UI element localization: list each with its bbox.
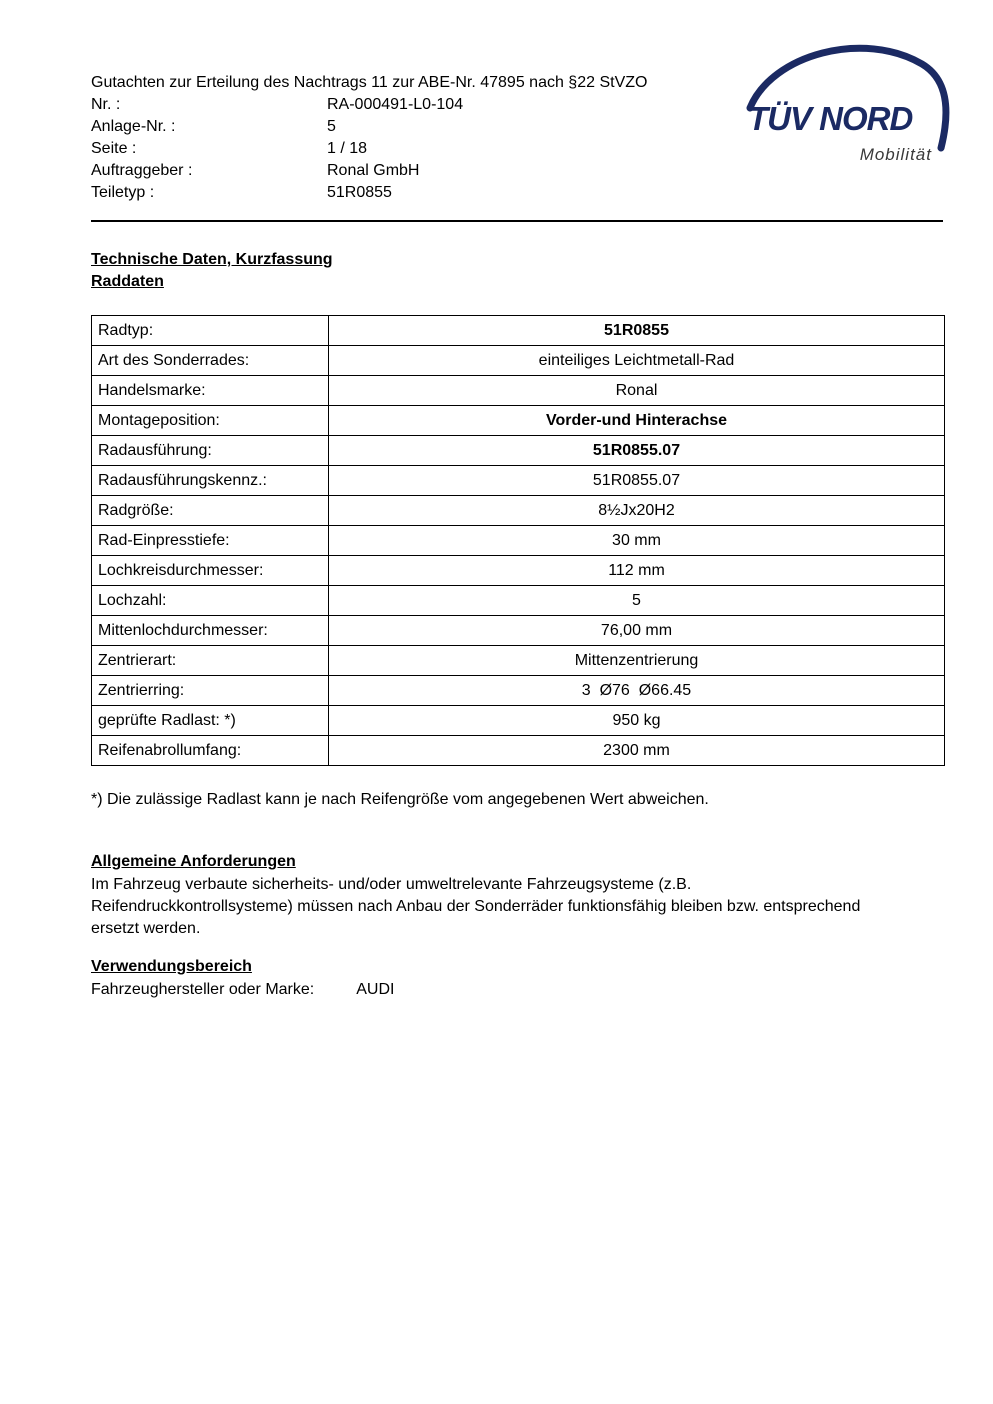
table-row xyxy=(92,316,945,346)
table-row xyxy=(92,556,945,586)
raddaten-table xyxy=(91,315,945,766)
row-value: 51R0855 xyxy=(329,316,945,346)
row-label: Radtyp: xyxy=(92,316,329,346)
row-value: 30 mm xyxy=(329,526,945,556)
row-value: 8½Jx20H2 xyxy=(329,496,945,526)
field-label: Nr. : xyxy=(91,96,121,113)
row-value: einteiliges Leichtmetall-Rad xyxy=(329,346,945,376)
header-field-anlage xyxy=(91,116,647,138)
row-label: Reifenabrollumfang: xyxy=(92,736,329,766)
row-value: 950 kg xyxy=(329,706,945,736)
row-value: 51R0855.07 xyxy=(329,466,945,496)
table-row xyxy=(92,466,945,496)
table-row xyxy=(92,406,945,436)
header-divider xyxy=(91,220,943,222)
tuev-nord-logo xyxy=(742,38,960,170)
row-label: Lochzahl: xyxy=(92,586,329,616)
field-value: Ronal GmbH xyxy=(327,162,420,179)
row-value: 51R0855.07 xyxy=(329,436,945,466)
table-row xyxy=(92,436,945,466)
row-label: geprüfte Radlast: *) xyxy=(92,706,329,736)
row-label: Radausführung: xyxy=(92,436,329,466)
row-value: 3 Ø76 Ø66.45 xyxy=(329,676,945,706)
general-requirements-body: Im Fahrzeug verbaute sicherheits- und/oder umweltrelevante Fahrzeugsysteme (z.B. Reifendruckkontrollsysteme) müssen nach Anbau der Sonderräder funktionsfähig bleiben bzw. entsprechend ersetzt werden. xyxy=(91,876,861,937)
usage-line xyxy=(91,979,394,1001)
usage-section xyxy=(91,956,394,1001)
table-row xyxy=(92,646,945,676)
section-headings xyxy=(91,249,333,293)
field-value: 1 / 18 xyxy=(327,140,368,157)
row-value: 112 mm xyxy=(329,556,945,586)
field-value: RA-000491-L0-104 xyxy=(327,96,464,113)
table-row xyxy=(92,526,945,556)
field-value: 5 xyxy=(327,118,336,135)
table-row xyxy=(92,346,945,376)
header-field-nr xyxy=(91,94,647,116)
document-title: Gutachten zur Erteilung des Nachtrags 11 zur ABE-Nr. 47895 nach §22 StVZO xyxy=(91,74,648,91)
row-label: Lochkreisdurchmesser: xyxy=(92,556,329,586)
row-label: Montageposition: xyxy=(92,406,329,436)
tech-data-heading: Technische Daten, Kurzfassung xyxy=(91,251,333,268)
row-label: Zentrierart: xyxy=(92,646,329,676)
table-row xyxy=(92,586,945,616)
table-row xyxy=(92,616,945,646)
field-label: Teiletyp : xyxy=(91,184,155,201)
document-header xyxy=(91,72,647,204)
row-label: Rad-Einpresstiefe: xyxy=(92,526,329,556)
table-row xyxy=(92,706,945,736)
row-label: Radgröße: xyxy=(92,496,329,526)
row-value: Vorder-und Hinterachse xyxy=(329,406,945,436)
row-value: Mittenzentrierung xyxy=(329,646,945,676)
header-field-auftraggeber xyxy=(91,160,647,182)
row-value: 2300 mm xyxy=(329,736,945,766)
row-label: Art des Sonderrades: xyxy=(92,346,329,376)
table-row xyxy=(92,736,945,766)
row-value: 76,00 mm xyxy=(329,616,945,646)
raddaten-table-body xyxy=(92,316,945,766)
row-value: Ronal xyxy=(329,376,945,406)
table-row xyxy=(92,676,945,706)
logo-subtitle: Mobilität xyxy=(859,145,932,164)
header-field-seite xyxy=(91,138,647,160)
row-label: Radausführungskennz.: xyxy=(92,466,329,496)
general-requirements-section xyxy=(91,851,869,940)
raddaten-heading: Raddaten xyxy=(91,273,164,290)
manufacturer-label: Fahrzeughersteller oder Marke: xyxy=(91,981,315,998)
field-label: Anlage-Nr. : xyxy=(91,118,176,135)
field-label: Auftraggeber : xyxy=(91,162,193,179)
field-label: Seite : xyxy=(91,140,137,157)
table-row xyxy=(92,496,945,526)
logo-brand-text: TÜV NORD xyxy=(748,100,913,137)
row-value: 5 xyxy=(329,586,945,616)
row-label: Zentrierring: xyxy=(92,676,329,706)
table-row xyxy=(92,376,945,406)
manufacturer-value: AUDI xyxy=(356,981,395,998)
radlast-footnote: *) Die zulässige Radlast kann je nach Reifengröße vom angegebenen Wert abweichen. xyxy=(91,791,709,808)
usage-heading: Verwendungsbereich xyxy=(91,958,252,975)
row-label: Handelsmarke: xyxy=(92,376,329,406)
header-field-teiletyp xyxy=(91,182,647,204)
row-label: Mittenlochdurchmesser: xyxy=(92,616,329,646)
field-value: 51R0855 xyxy=(327,184,392,201)
general-requirements-heading: Allgemeine Anforderungen xyxy=(91,853,296,870)
